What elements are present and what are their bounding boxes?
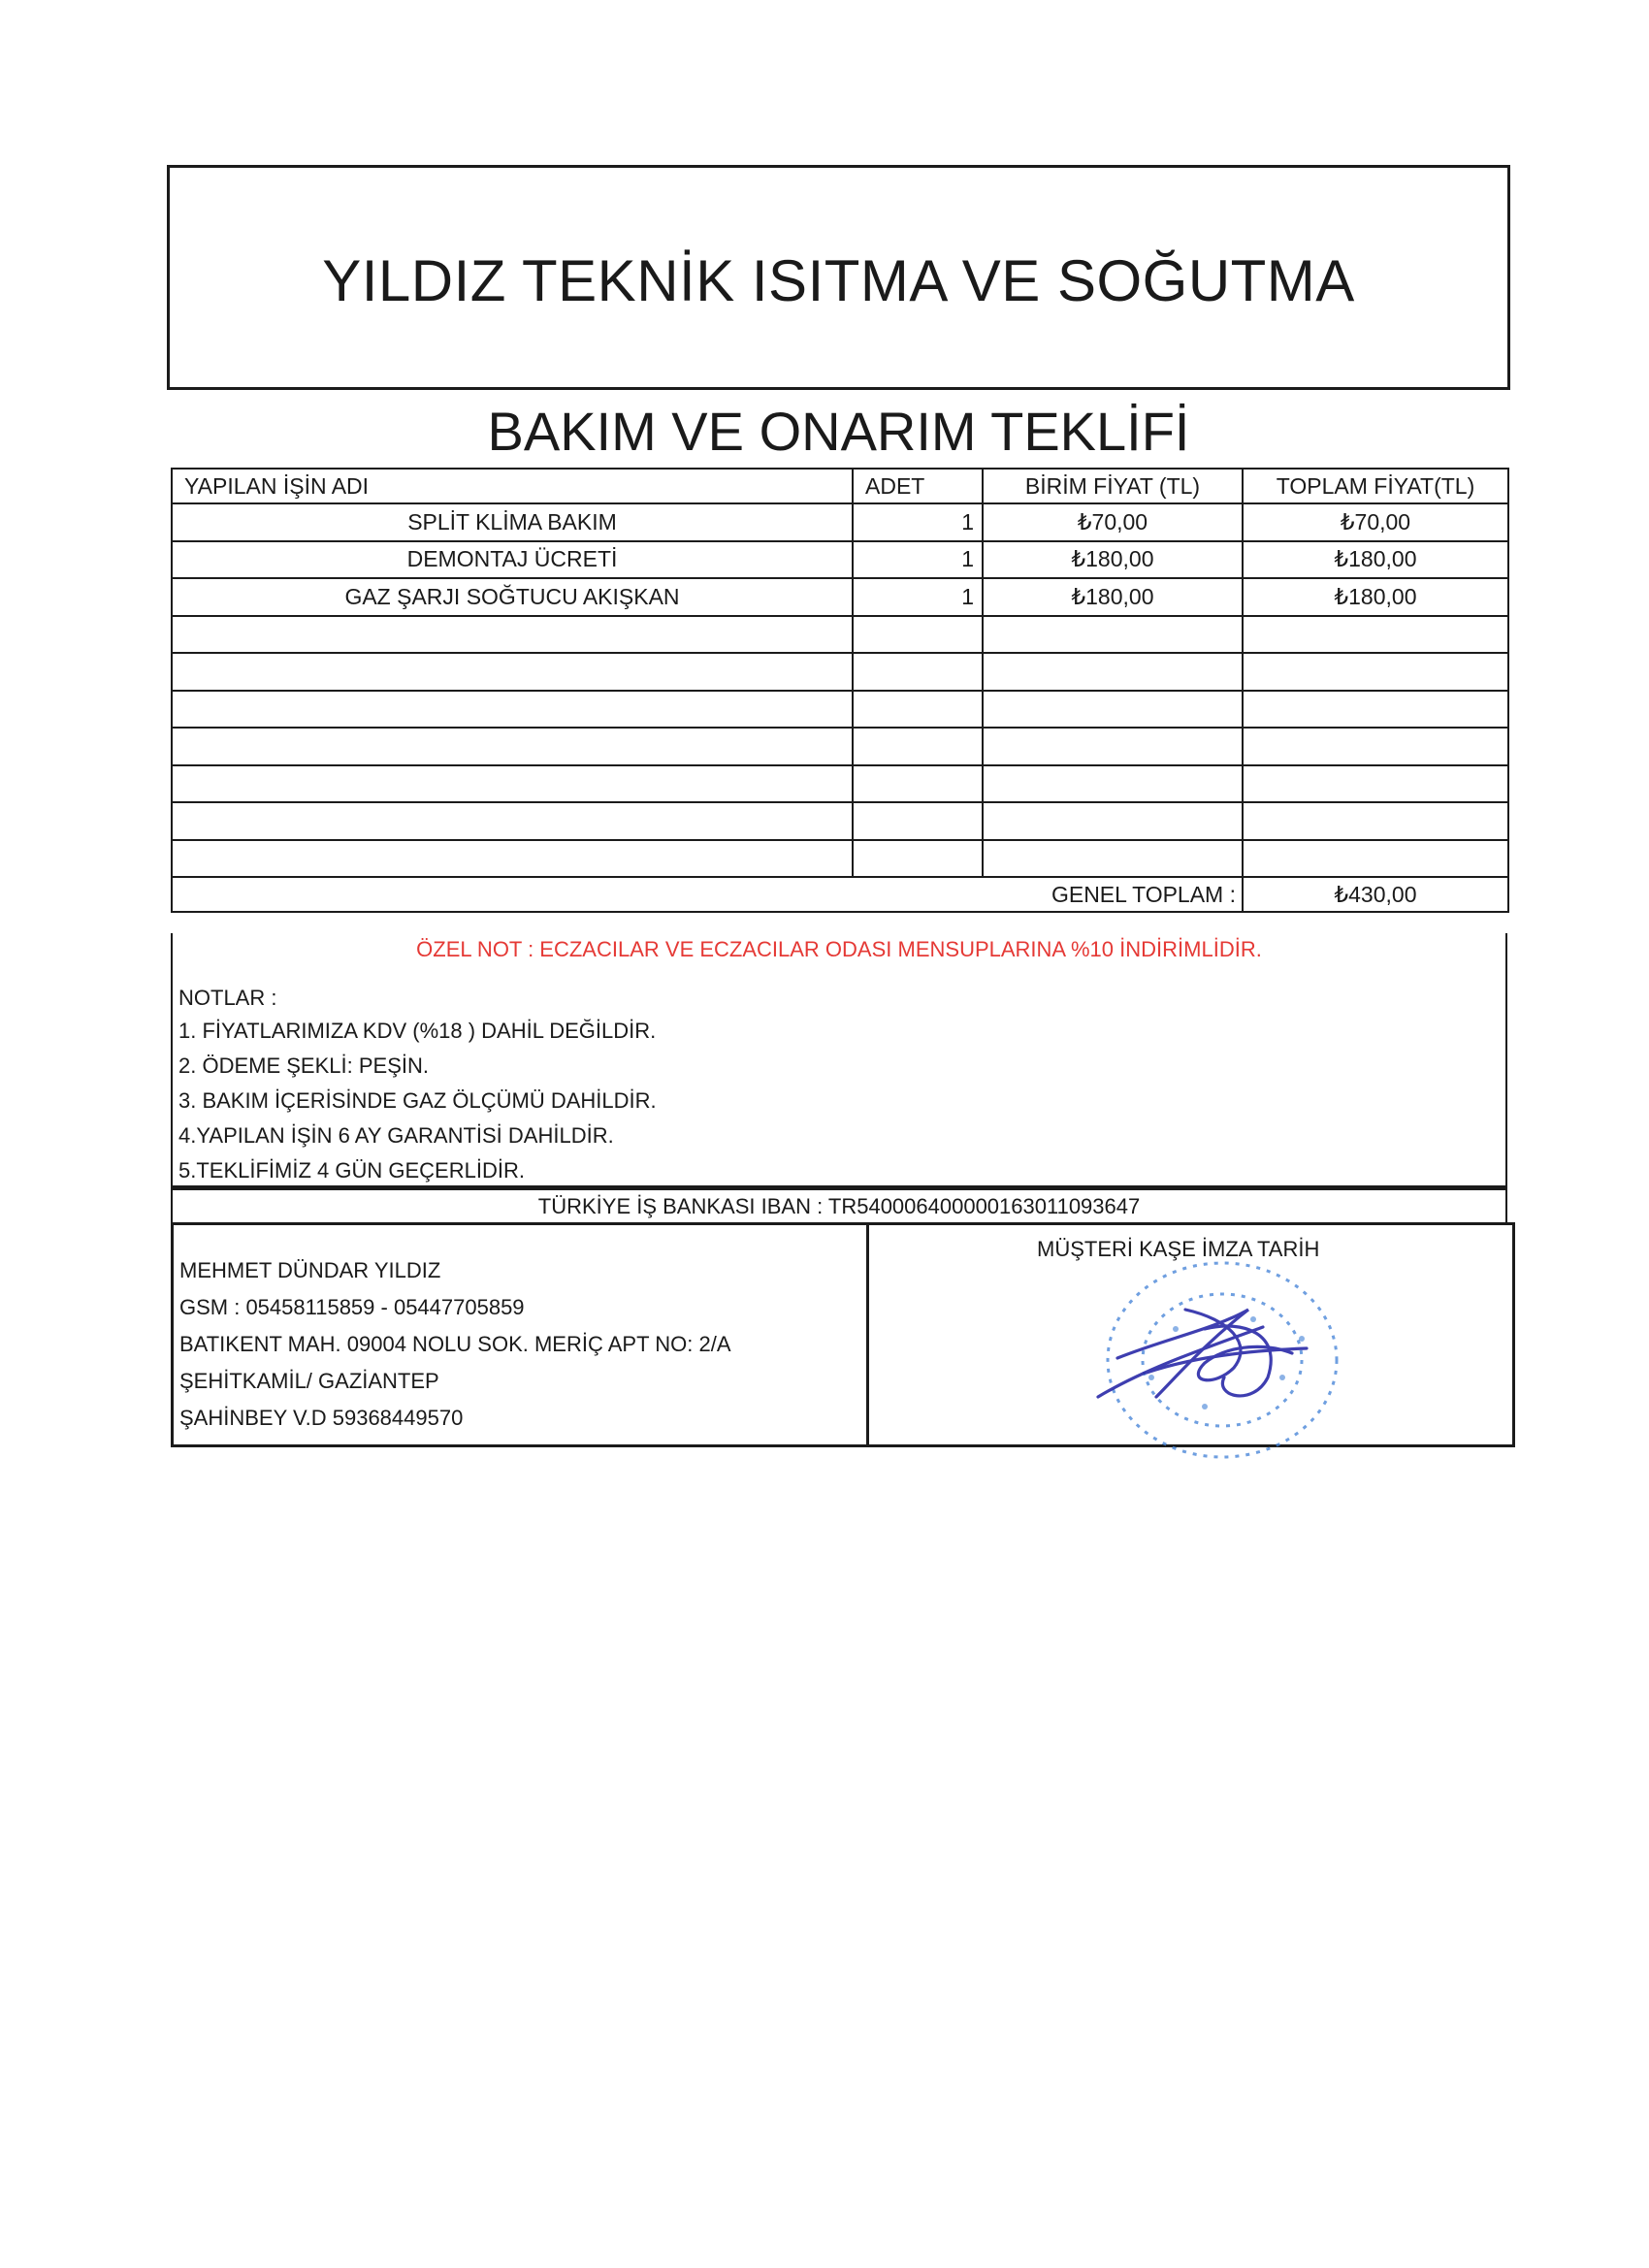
header-unit-price: BİRİM FİYAT (TL) — [983, 469, 1243, 503]
notes-section — [171, 933, 1507, 1187]
row-unit-price: ₺180,00 — [983, 541, 1243, 579]
stamp-signature-icon — [1059, 1251, 1360, 1474]
row-total: ₺180,00 — [1243, 541, 1508, 579]
row-total: ₺180,00 — [1243, 578, 1508, 616]
contact-address: BATIKENT MAH. 09004 NOLU SOK. MERİÇ APT NO: 2/A — [179, 1332, 731, 1356]
section-divider — [866, 1225, 869, 1444]
row-qty: 1 — [853, 541, 983, 579]
grand-total-row — [172, 877, 1508, 912]
contact-gsm: GSM : 05458115859 - 05447705859 — [179, 1295, 525, 1319]
empty-row — [172, 802, 1508, 840]
grand-total-value: ₺430,00 — [1243, 877, 1508, 912]
row-name: SPLİT KLİMA BAKIM — [172, 503, 853, 541]
row-total: ₺70,00 — [1243, 503, 1508, 541]
row-qty: 1 — [853, 503, 983, 541]
empty-row — [172, 765, 1508, 803]
table-header-row — [172, 469, 1508, 503]
note-item: 4.YAPILAN İŞİN 6 AY GARANTİSİ DAHİLDİR. — [178, 1123, 614, 1148]
header-name: YAPILAN İŞİN ADI — [172, 469, 853, 503]
table-row — [172, 578, 1508, 616]
special-note: ÖZEL NOT : ECZACILAR VE ECZACILAR ODASI MENSUPLARINA %10 İNDİRİMLİDİR. — [416, 937, 1262, 961]
contact-name: MEHMET DÜNDAR YILDIZ — [179, 1258, 441, 1282]
company-name: YILDIZ TEKNİK ISITMA VE SOĞUTMA — [322, 248, 1355, 313]
row-unit-price: ₺70,00 — [983, 503, 1243, 541]
empty-row — [172, 653, 1508, 691]
note-item: 3. BAKIM İÇERİSİNDE GAZ ÖLÇÜMÜ DAHİLDİR. — [178, 1088, 657, 1113]
document-title: BAKIM VE ONARIM TEKLİFİ — [487, 401, 1190, 462]
note-item: 2. ÖDEME ŞEKLİ: PEŞİN. — [178, 1053, 429, 1078]
empty-row — [172, 728, 1508, 765]
company-header — [167, 165, 1510, 390]
note-item: 5.TEKLİFİMİZ 4 GÜN GEÇERLİDİR. — [178, 1158, 525, 1183]
row-name: DEMONTAJ ÜCRETİ — [172, 541, 853, 579]
table-row — [172, 503, 1508, 541]
empty-row — [172, 616, 1508, 654]
notes-heading: NOTLAR : — [178, 986, 277, 1010]
header-qty: ADET — [853, 469, 983, 503]
empty-row — [172, 691, 1508, 729]
note-item: 1. FİYATLARIMIZA KDV (%18 ) DAHİL DEĞİLDİR. — [178, 1019, 657, 1043]
contact-tax: ŞAHİNBEY V.D 59368449570 — [179, 1406, 464, 1430]
header-total-price: TOPLAM FİYAT(TL) — [1243, 469, 1508, 503]
iban-line: TÜRKİYE İŞ BANKASI IBAN : TR540006400000163011093647 — [171, 1187, 1507, 1224]
row-name: GAZ ŞARJI SOĞTUCU AKIŞKAN — [172, 578, 853, 616]
row-unit-price: ₺180,00 — [983, 578, 1243, 616]
items-table — [171, 468, 1509, 913]
table-row — [172, 541, 1508, 579]
grand-total-label: GENEL TOPLAM : — [983, 877, 1243, 912]
contact-city: ŞEHİTKAMİL/ GAZİANTEP — [179, 1369, 439, 1393]
empty-row — [172, 840, 1508, 878]
row-qty: 1 — [853, 578, 983, 616]
signature-label: MÜŞTERİ KAŞE İMZA TARİH — [1037, 1237, 1320, 1261]
